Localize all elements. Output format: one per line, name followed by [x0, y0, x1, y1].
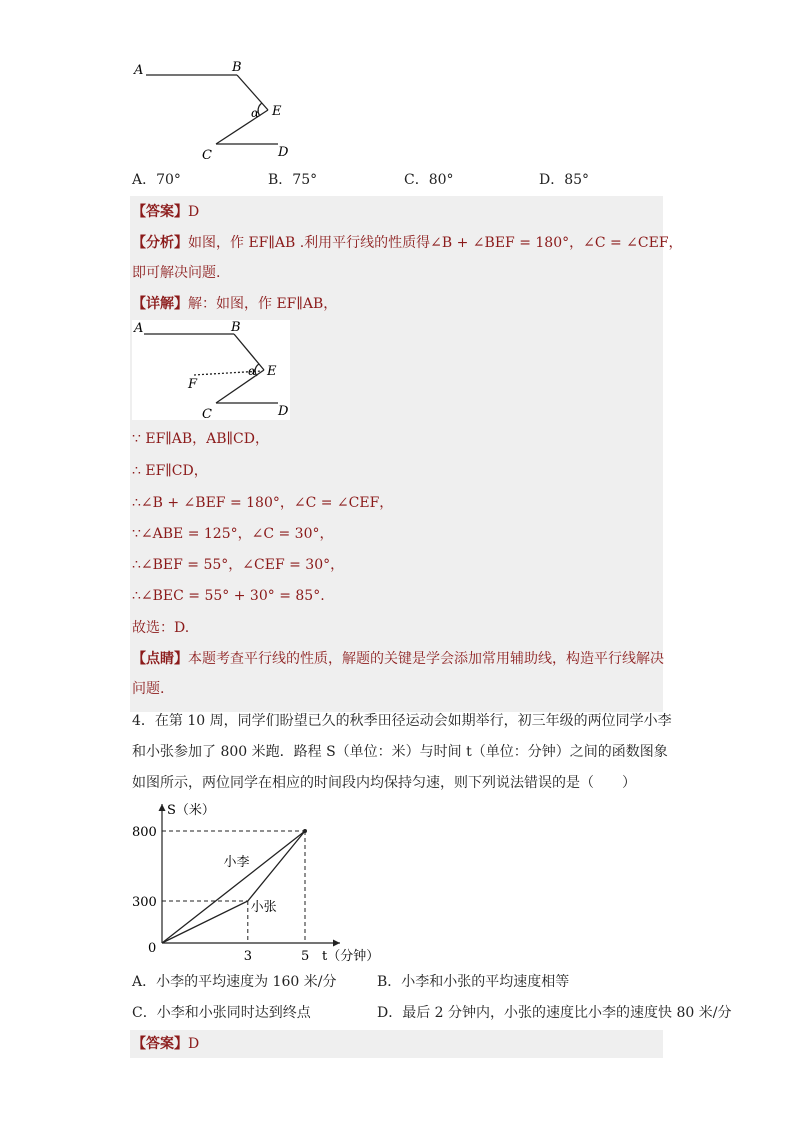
series-label-xiaoli: 小李: [223, 855, 250, 870]
distance-time-chart: [130, 796, 390, 966]
proof-step-4: ∵∠ABE = 125°，∠C = 30°，: [132, 526, 334, 542]
point-a-label: A: [134, 63, 144, 78]
proof-step-3: ∴∠B + ∠BEF = 180°，∠C = ∠CEF，: [132, 495, 394, 511]
choice-c: C．80°: [404, 172, 454, 188]
answer-value: D: [188, 204, 200, 220]
figure-angle-2: [132, 320, 290, 420]
comment-text-1: 本题考查平行线的性质，解题的关键是学会添加常用辅助线，构造平行线解决: [188, 651, 664, 667]
alpha-label: α: [251, 106, 260, 120]
comment-line-1: [132, 649, 664, 669]
choice-a: A．70°: [132, 172, 181, 188]
answer-tag-q4: 【答案】: [132, 1036, 188, 1052]
detail-text: 解：如图，作 EF∥AB，: [188, 296, 338, 312]
point-f-label: F: [188, 377, 198, 392]
point-c-label: C: [202, 148, 212, 163]
alpha-label: α: [248, 364, 257, 378]
analysis-tag: 【分析】: [132, 235, 188, 251]
point-a-label: A: [134, 321, 144, 336]
segment-be: [237, 75, 268, 110]
q4-choice-d: D．最后 2 分钟内，小张的速度比小李的速度快 80 米/分: [377, 1005, 732, 1021]
x-axis-label: t（分钟）: [322, 949, 380, 964]
answer-line: [132, 202, 199, 222]
series-label-xiaozhang: 小张: [250, 899, 277, 915]
q4-choice-a: A．小李的平均速度为 160 米/分: [132, 974, 337, 990]
point-c-label: C: [202, 407, 212, 420]
point-d-label: D: [278, 404, 289, 419]
y-axis-label: S（米）: [167, 803, 215, 818]
answer-line-q4: [132, 1034, 199, 1054]
series-line-xiaoli: [162, 831, 305, 943]
point-d-label: D: [278, 145, 289, 160]
origin-label: 0: [148, 941, 157, 956]
analysis-text-1: 如图，作 EF∥AB .利用平行线的性质得∠B + ∠BEF = 180°，∠C = ∠CEF，: [188, 235, 683, 251]
proof-step-2: ∴ EF∥CD，: [132, 463, 208, 479]
proof-step-1: ∵ EF∥AB，AB∥CD，: [132, 431, 269, 447]
x-tick-label: 3: [243, 949, 253, 964]
q4-choice-b: B．小李和小张的平均速度相等: [377, 974, 570, 990]
question-4-line-2: 和小张参加了 800 米跑．路程 S（单位：米）与时间 t（单位：分钟）之间的函数图象: [132, 744, 668, 760]
choice-b: B．75°: [268, 172, 318, 188]
segment-ec: [216, 110, 268, 144]
x-tick-label: 5: [301, 949, 310, 964]
proof-step-5: ∴∠BEF = 55°，∠CEF = 30°，: [132, 557, 345, 573]
choice-d: D．85°: [539, 172, 590, 188]
question-4-line-1: 4．在第 10 周，同学们盼望已久的秋季田径运动会如期举行，初三年级的两位同学小李: [132, 713, 672, 729]
comment-tag: 【点睛】: [132, 651, 188, 667]
proof-step-6: ∴∠BEC = 55° + 30° = 85°.: [132, 588, 325, 604]
answer-tag: 【答案】: [132, 204, 188, 220]
answer-value-q4: D: [188, 1036, 200, 1052]
detail-tag: 【详解】: [132, 296, 188, 312]
endpoint-dot: [303, 829, 307, 833]
point-b-label: B: [232, 60, 242, 75]
analysis-text-2: 即可解决问题.: [132, 265, 221, 281]
comment-text-2: 问题.: [132, 681, 165, 697]
final-choice: 故选：D.: [132, 620, 190, 636]
question-4-line-3: 如图所示，两位同学在相应的时间段内均保持匀速，则下列说法错误的是（ ）: [132, 775, 636, 791]
point-e-label: E: [267, 364, 277, 379]
point-e-label: E: [272, 104, 282, 119]
y-tick-label: 300: [132, 895, 157, 910]
answer-panel-q4: [130, 1030, 663, 1058]
point-b-label: B: [231, 320, 241, 335]
analysis-line-1: [132, 233, 683, 253]
y-tick-label: 800: [132, 825, 157, 840]
figure-angle-1: [120, 58, 300, 168]
q4-choice-c: C．小李和小张同时达到终点: [132, 1005, 311, 1021]
detail-line: [132, 294, 337, 314]
